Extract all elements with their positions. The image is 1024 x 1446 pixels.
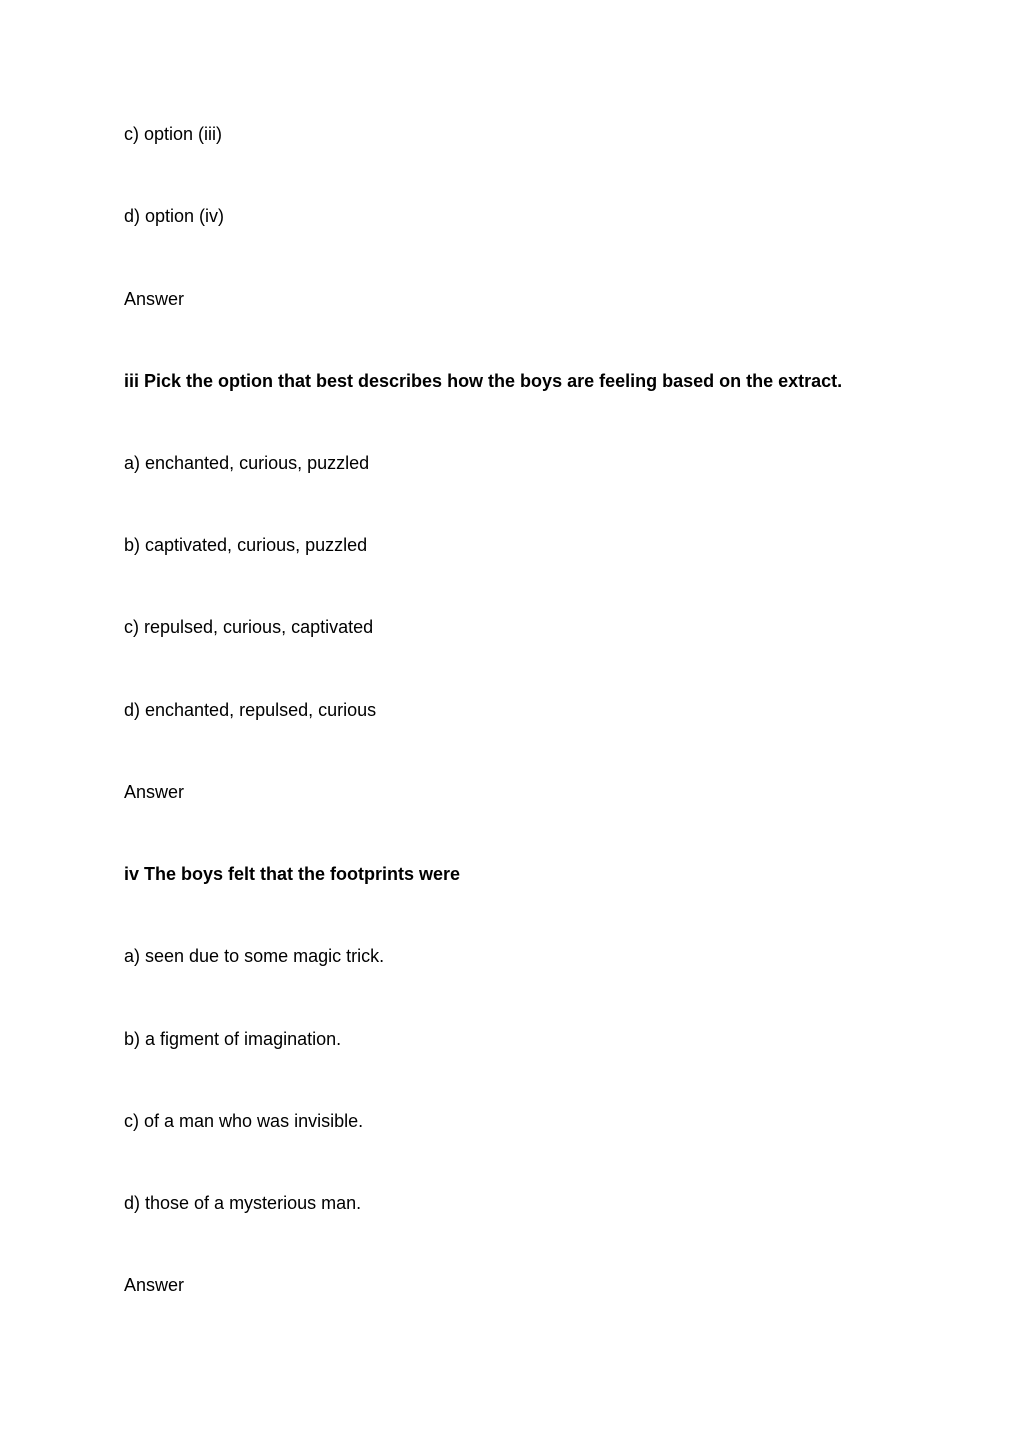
option-d: d) option (iv) [124, 206, 225, 226]
question-iv-option-b: b) a figment of imagination. [124, 1029, 342, 1049]
question-iv-answer-label: Answer [124, 1275, 185, 1295]
question-iv-prompt: iv The boys felt that the footprints were [124, 864, 461, 884]
question-iii-answer-label: Answer [124, 782, 185, 802]
question-iii-option-a: a) enchanted, curious, puzzled [124, 453, 370, 473]
answer-label: Answer [124, 289, 185, 309]
question-iv-option-a: a) seen due to some magic trick. [124, 946, 385, 966]
option-c: c) option (iii) [124, 124, 223, 144]
question-iv-option-c: c) of a man who was invisible. [124, 1111, 364, 1131]
question-iii-prompt: iii Pick the option that best describes how the boys are feeling based on the extract. [124, 371, 843, 391]
question-iii-option-b: b) captivated, curious, puzzled [124, 535, 368, 555]
question-iii-option-d: d) enchanted, repulsed, curious [124, 700, 377, 720]
question-iv-option-d: d) those of a mysterious man. [124, 1193, 362, 1213]
question-iii-option-c: c) repulsed, curious, captivated [124, 617, 374, 637]
